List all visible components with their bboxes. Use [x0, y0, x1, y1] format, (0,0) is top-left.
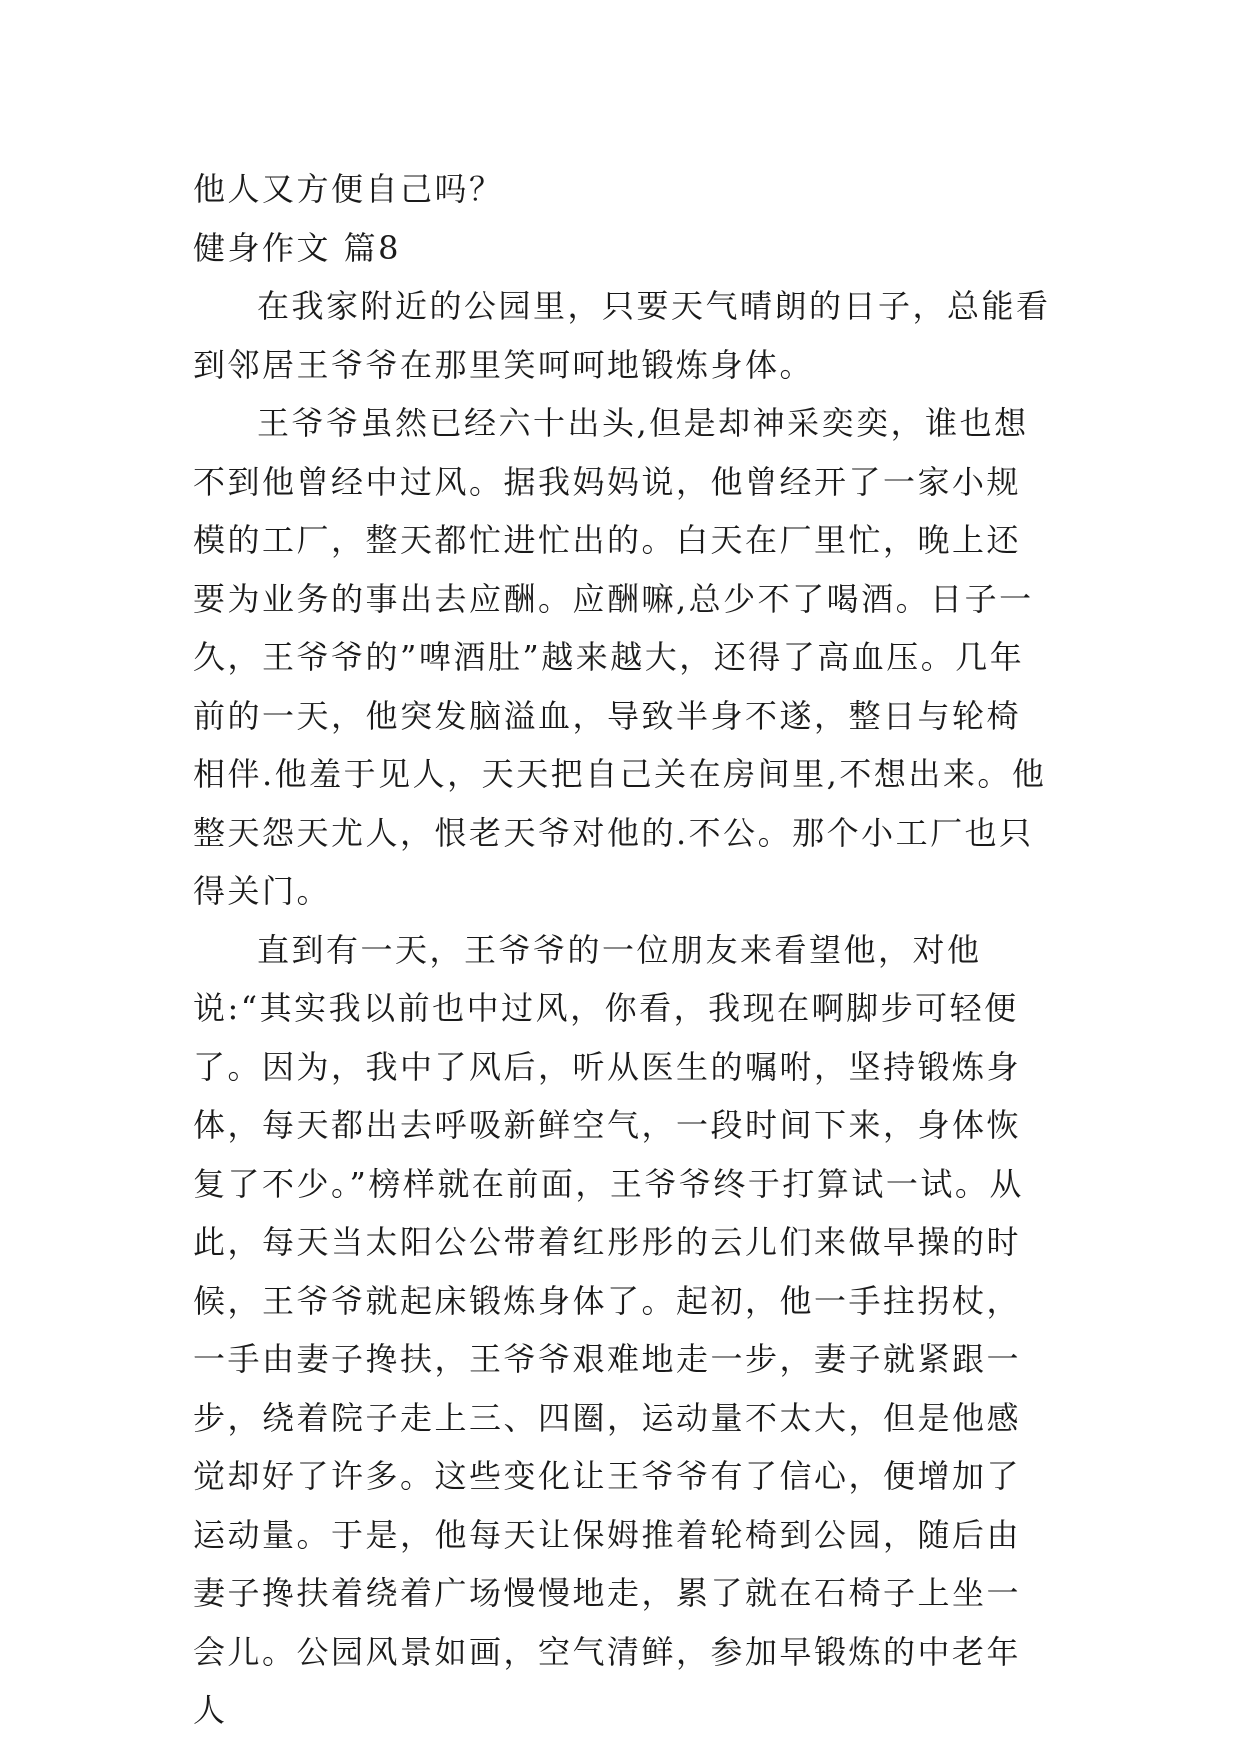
paragraph-2: 王爷爷虽然已经六十出头,但是却神采奕奕，谁也想不到他曾经中过风。据我妈妈说，他曾经开了一家小规模的工厂，整天都忙进忙出的。白天在厂里忙，晚上还要为业务的事出去应酬。应酬嘛,总少不了喝酒。日子一久，王爷爷的”啤酒肚”越来越大，还得了高血压。几年前的一天，他突发脑溢血，导致半身不遂，整日与轮椅相伴.他羞于见人，天天把自己关在房间里,不想出来。他整天怨天尤人，恨老天爷对他的.不公。那个小工厂也只得关门。: [193, 404, 1047, 910]
previous-essay-closing-line: 他人又方便自己吗？: [193, 170, 504, 208]
document-body: [193, 160, 1053, 1740]
paragraph-1: 在我家附近的公园里，只要天气晴朗的日子，总能看到邻居王爷爷在那里笑呵呵地锻炼身体。: [193, 287, 1051, 384]
paragraph-3: 直到有一天，王爷爷的一位朋友来看望他，对他说:“其实我以前也中过风，你看，我现在啊脚步可轻便了。因为，我中了风后，听从医生的嘱咐，坚持锻炼身体，每天都出去呼吸新鲜空气，一段时间下来，身体恢复了不少。”榜样就在前面，王爷爷终于打算试一试。从此，每天当太阳公公带着红彤彤的云儿们来做早操的时候，王爷爷就起床锻炼身体了。起初，他一手拄拐杖，一手由妻子搀扶，王爷爷艰难地走一步，妻子就紧跟一步，绕着院子走上三、四圈，运动量不太大，但是他感觉却好了许多。这些变化让王爷爷有了信心，便增加了运动量。于是，他每天让保姆推着轮椅到公园，随后由妻子搀扶着绕着广场慢慢地走，累了就在石椅子上坐一会儿。公园风景如画，空气清鲜，参加早锻炼的中老年人: [193, 930, 1024, 1729]
essay-heading: 健身作文 篇8: [193, 228, 402, 267]
